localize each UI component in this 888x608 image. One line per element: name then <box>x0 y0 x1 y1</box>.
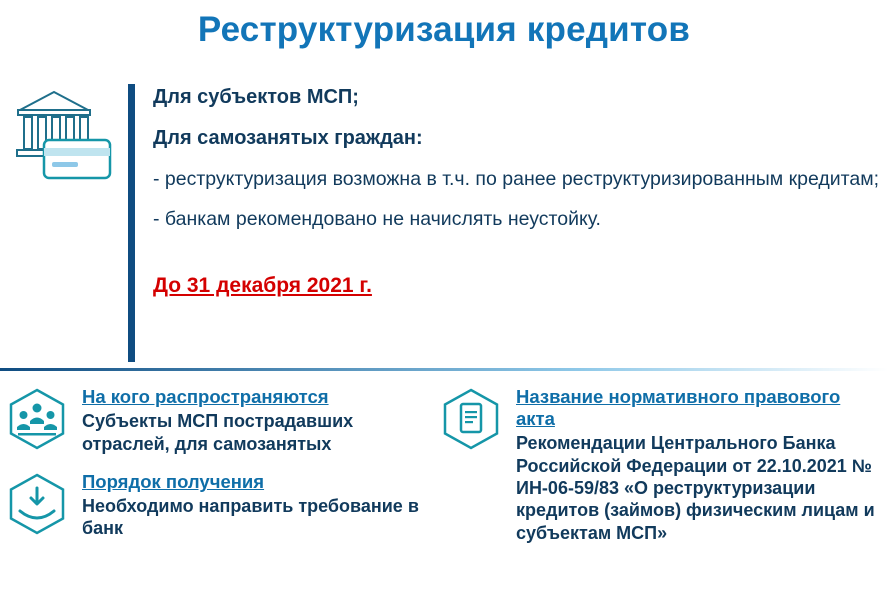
section-divider <box>0 368 888 371</box>
left-column <box>6 386 426 556</box>
main-line-2: Для самозанятых граждан: <box>153 126 423 149</box>
main-content-block <box>128 84 880 362</box>
info-heading-audience: На кого распространяются <box>82 386 329 407</box>
main-line-1: Для субъектов МСП; <box>153 86 359 108</box>
info-item-audience <box>6 386 426 455</box>
hand-arrow-hexagon-icon <box>6 473 68 535</box>
info-body-audience: Субъекты МСП пострадавших отраслей, для самозанятых <box>82 411 354 454</box>
info-item-regulation <box>440 386 880 544</box>
deadline-text: До 31 декабря 2021 г. <box>153 273 372 297</box>
info-body-regulation: Рекомендации Центрального Банка Российской Федерации от 22.10.2021 № ИН-06-59/83 «О реструктуризации кредитов (займов) физическим лицам и субъектам МСП» <box>516 433 875 543</box>
info-heading-procedure: Порядок получения <box>82 470 265 492</box>
main-line-3: - реструктуризация возможна в т.ч. по ранее реструктуризированным кредитам; <box>153 167 880 190</box>
info-item-procedure <box>6 471 426 540</box>
people-hexagon-icon <box>6 388 68 450</box>
document-hexagon-icon <box>440 388 502 450</box>
right-column <box>440 386 880 560</box>
page-title: Реструктуризация кредитов <box>197 10 691 49</box>
info-heading-regulation: Название нормативного правового акта <box>516 386 841 430</box>
info-body-procedure: Необходимо направить требование в банк <box>82 496 419 539</box>
bottom-sections <box>0 386 888 608</box>
main-line-4: - банкам рекомендовано не начислять неустойку. <box>153 207 601 230</box>
bank-icon <box>12 88 116 180</box>
